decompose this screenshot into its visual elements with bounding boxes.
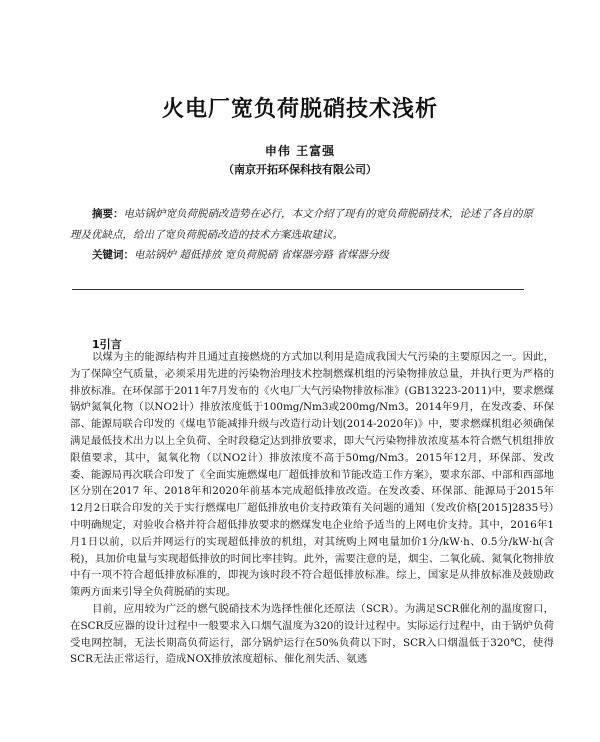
paper-affiliation: （南京开拓环保科技有限公司） xyxy=(223,163,377,176)
keywords xyxy=(92,245,542,266)
keywords-text: 电站锅炉 超低排放 宽负荷脱硝 省煤器旁路 省煤器分级 xyxy=(134,249,389,261)
paragraph-2: 目前，应用较为广泛的燃气脱硝技术为选择性催化还原法（SCR）。为满足SCR催化剂的温度窗口，在SCR反应器的设计过程中一般要求入口烟气温度为320的设计过程中。实际运行过程中，由于锅炉负荷受电网控制，无法长期高负荷运行，部分锅炉运行在50%负荷以下时，SCR入口烟温低于320℃，使得SCR无法正常运行，造成NOX排放浓度超标、催化剂失活、氨逃 xyxy=(70,602,554,666)
section-divider xyxy=(72,289,524,290)
body-text xyxy=(70,349,554,668)
paragraph-1: 以煤为主的能源结构并且通过直接燃烧的方式加以利用是造成我国大气污染的主要原因之一。因此，为了保障空气质量，必须采用先进的污染物治理技术控制燃煤机组的污染物排放总量，并执行更为严格的排放标准。在环保部于2011年7月发布的《火电厂大气污染物排放标准》(GB13223-2011)中，要求燃煤锅炉氮氧化物（以NO2计）排放浓度低于100mg/Nm3或200mg/Nm3。2014年9月，在发改委、环保部、能源局联合印发的《煤电节能减排升级与改造行动计划(2014-2020年)》中，要求燃煤机组必须确保满足最低技术出力以上全负荷、全时段稳定达到排放要求，即大气污染物排放浓度基本符合燃气机组排放限值要求，其中，氮氧化物（以NO2计）排放浓度不高于50mg/Nm3。2015年12月，环保部、发改委、能源局再次联合印发了《全面实施燃煤电厂超低排放和节能改造工作方案》，要求东部、中部和西部地区分别在2017 年、2018年和2020年前基本完成超低排放改造。在发改委、环保部、能源局于2015年12月2日联合印发的关于实行燃煤电厂超低排放电价支持政策有关问题的通知（发改价格[2015]2835号）中明确规定，对验收合格并符合超低排放要求的燃煤发电企业给予适当的上网电价支持。其中，2016年1月1日以前，以后并网运行的实现超低排放的机组，对其统购上网电量加价1分/kW·h、0.5分/kW·h(含税)，具加价电量与实现超低排放的时间比率挂钩。此外，需要注意的是，烟尘、二氧化硫、氮氧化物排放中有一项不符合超低排放标准的，即视为该时段不符合超低排放标准。综上，国家是从排放标准及鼓励政策两方面来引导全负荷脱硝的实现。 xyxy=(70,351,554,599)
abstract-text: 电站锅炉宽负荷脱硝改造势在必行，本文介绍了现有的宽负荷脱硝技术，论述了各自的原理及优缺点，给出了宽负荷脱硝改造的技术方案选取建议。 xyxy=(70,208,533,241)
abstract xyxy=(70,204,542,246)
abstract-label: 摘要： xyxy=(92,208,124,220)
paper-title: 火电厂宽负荷脱硝技术浅析 xyxy=(161,97,438,122)
section-heading-introduction: 1引言 xyxy=(92,338,122,351)
paper-authors: 申伟 王富强 xyxy=(264,144,336,158)
keywords-label: 关键词： xyxy=(92,249,134,261)
